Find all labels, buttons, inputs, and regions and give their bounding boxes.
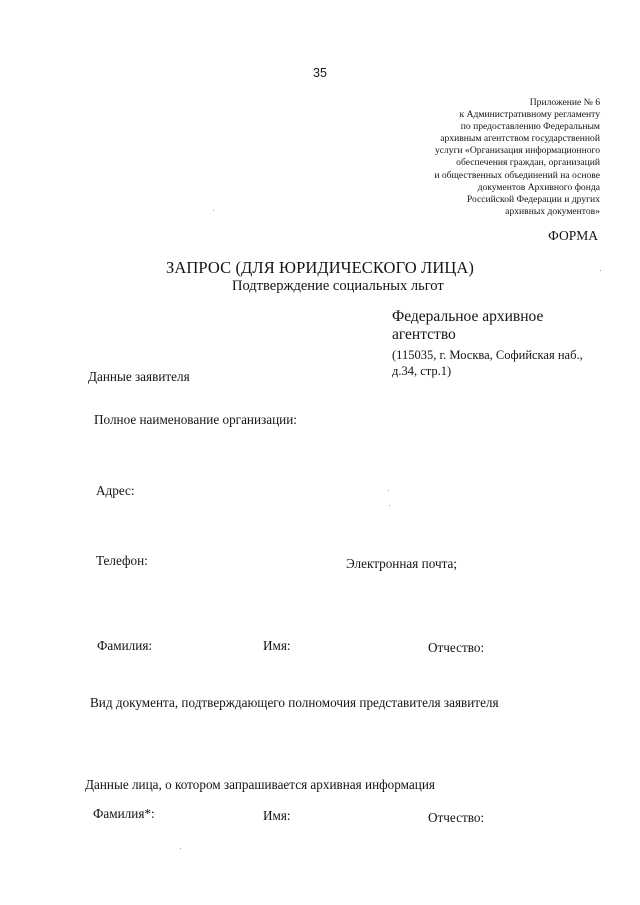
subject-section-heading: Данные лица, о котором запрашивается архивная информация xyxy=(85,777,435,792)
document-subtitle: Подтверждение социальных льгот xyxy=(232,278,444,294)
addressee-address: (115035, г. Москва, Софийская наб., xyxy=(392,348,583,362)
appendix-line: и общественных объединений на основе xyxy=(434,169,600,181)
appendix-note xyxy=(434,97,600,218)
surname-label: Фамилия: xyxy=(97,638,153,653)
appendix-line: к Административному регламенту xyxy=(459,109,600,121)
addressee-line: Федеральное архивное xyxy=(392,308,544,325)
appendix-line: документов Архивного фонда xyxy=(477,181,600,193)
org-name-label: Полное наименование организации: xyxy=(94,412,297,427)
scan-speck xyxy=(180,848,181,849)
subject-surname-label: Фамилия*: xyxy=(93,806,155,821)
scan-speck xyxy=(389,505,390,506)
patronymic-label: Отчество: xyxy=(428,640,485,655)
addressee-line: агентство xyxy=(392,326,456,343)
document-title: ЗАПРОС (ДЛЯ ЮРИДИЧЕСКОГО ЛИЦА) xyxy=(166,258,474,277)
addressee-block xyxy=(392,308,583,379)
scan-speck xyxy=(388,490,389,491)
phone-label: Телефон: xyxy=(96,553,148,568)
name-label: Имя: xyxy=(263,638,291,653)
appendix-line: архивным агентством государственной xyxy=(440,133,600,145)
appendix-line: обеспечения граждан, организаций xyxy=(456,157,600,169)
subject-patronymic-label: Отчество: xyxy=(428,810,485,825)
addressee-address: д.34, стр.1) xyxy=(392,364,452,378)
subject-name-label: Имя: xyxy=(263,808,291,823)
appendix-line: по предоставлению Федеральным xyxy=(460,121,600,133)
scan-speck xyxy=(213,210,214,211)
scan-speck xyxy=(600,270,601,271)
page-number: 35 xyxy=(313,66,327,80)
address-label: Адрес: xyxy=(96,483,135,498)
appendix-line: Российской Федерации и других xyxy=(466,193,600,205)
appendix-line: Приложение № 6 xyxy=(529,97,600,108)
appendix-line: архивных документов» xyxy=(505,205,600,217)
appendix-line: услуги «Организация информационного xyxy=(434,145,600,157)
form-label: ФОРМА xyxy=(548,228,598,243)
authority-document-label: Вид документа, подтверждающего полномочия представителя заявителя xyxy=(90,695,499,710)
email-label: Электронная почта; xyxy=(346,556,458,571)
applicant-section-heading: Данные заявителя xyxy=(88,369,190,384)
